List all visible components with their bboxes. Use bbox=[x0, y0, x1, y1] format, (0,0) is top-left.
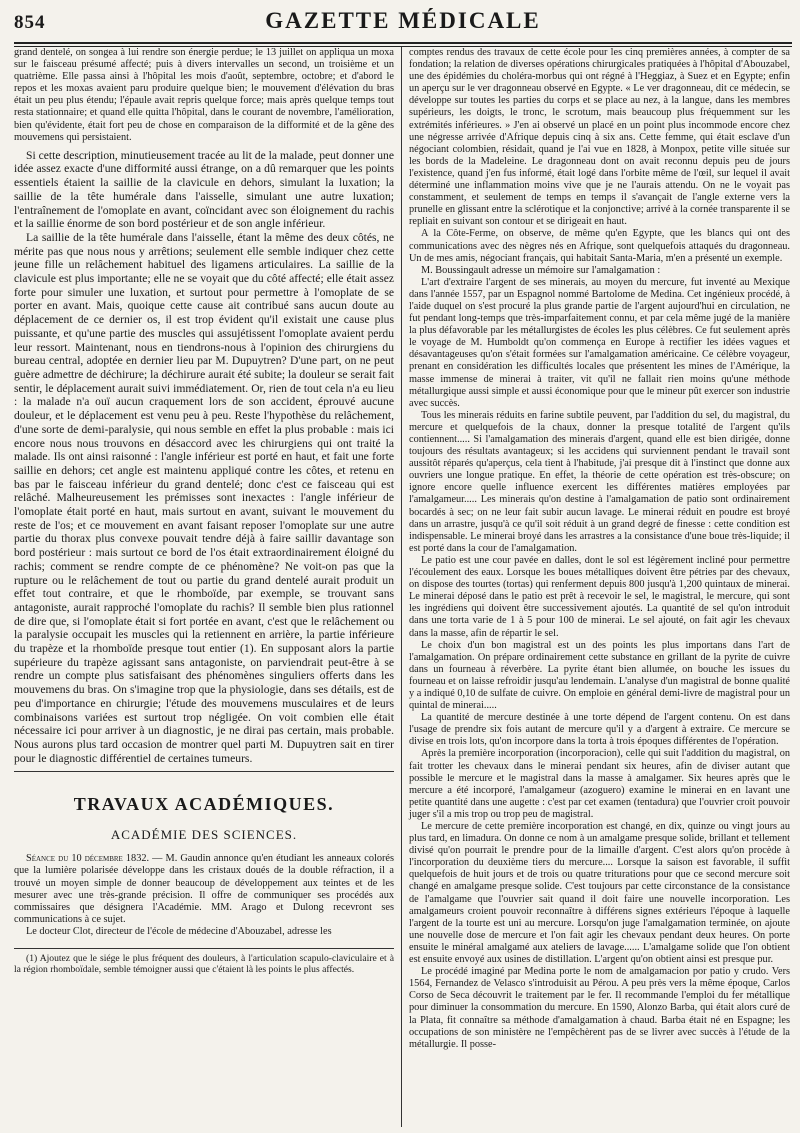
paragraph: comptes rendus des travaux de cette école pour les cinq premières années, à compter de sa fondation; la relation de diverses opérations chirurgicales pratiquées à l'hôpital d'Abouzabel, une des épidémies du choléra-morbus qui ont régné à l'Heggiaz, à Suez et en Egypte; enfin un aperçu sur le ver dragonneau observé en Egypte. « Le ver dragonneau, dit ce médecin, se développe sur toutes les parties du corps et se place au nez, à la langue, dans les membres supérieurs, les doigts, le tronc, le scrotum, mais beaucoup plus fréquemment sur les extrémités inférieures. » J'en ai observé un placé en un point plus incommode encore chez une négresse arrivée d'Afrique depuis cinq à six ans. Cette femme, qui était esclave d'un négociant colombien, résidait, quand je l'ai vue en 1828, à Monpox, petite ville située sur les bords de la Madeleine. Le dragonneau dont on avait reconnu depuis peu de jours l'existence, quand j'en fus informé, était logé dans l'orbite même de l'œil, sur lequel il avait déterminé une inflammation moins vive que je ne l'aurais attendu. On ne le voyait pas constamment, et seulement de temps en temps il s'avançait de l'angle externe vers la prunelle en glissant entre la sclérotique et la conjonctive; arrivé à la cornée transparente il se repliait en suivant son contour et se dirigeait en haut. bbox=[409, 47, 790, 228]
paragraph: Séance du 10 décembre 1832. — M. Gaudin annonce qu'en étudiant les anneaux colorés que la lumière polarisée développe dans les cristaux doués de la double réfraction, il a trouvé un moyen simple de donner beaucoup de développement aux teintes et de les mesurer avec une très-grande précision. Il offre de communiquer ses procédés aux commissaires que désignera l'Académie. MM. Arago et Dulong recevront ses communications à ce sujet. bbox=[14, 853, 395, 925]
paragraph: La saillie de la tête humérale dans l'aisselle, étant la même des deux côtés, ne mérite pas que nous nous y arrêtions; seulement elle semble indiquer chez cette jeune fille un relâchement habituel des ligamens articulaires. La saillie de la clavicule est plus importante; elle ne se voyait que du côté affecté; elle était assez forte pour simuler une luxation, et surtout pour permettre à l'omoplate de se porter en avant. Mais, quoique cette cause ait contribué sans aucun doute au déplacement de ce dernier os, il est trop évident qu'il existait une cause plus puissante, et qu'une partie des muscles qui assujétissent l'omoplate avaient perdu leur ressort. Maintenant, nous en tiendrons-nous à l'opinion des chirurgiens du bureau central, adoptée en dernier lieu par M. Dupuytren? D'une part, on ne peut guère admettre de déchirure; la déchirure aurait été subite; la douleur se serait fait sentir, le déplacement aurait suivi immédiatement. Or, rien de tout cela n'a eu lieu : la malade n'a ouï aucun craquement lors de son accident, éprouvé aucune douleur, et le déplacement est venu peu à peu. Reste l'hypothèse du relâchement, d'une sorte de demi-paralysie, qui nous semble en effet la plus probable : mais ici encore nous nous trouvons en désaccord avec les chirurgiens qui ont traité la malade. Ils ont ainsi raisonné : l'angle inférieur est porté en haut, et fait une forte saillie en dehors; cet angle est maintenu appliqué contre les côtes, et retenu en bas par le faisceau inférieur du grand dentelé; donc c'est ce faisceau qui est relâché. Malheureusement les prémisses sont inexactes : l'angle inférieur de l'omoplate était porté en haut, mais surtout en avant, suivant le mouvement du reste de l'os; et ce mouvement en avant faisant reposer l'omoplate sur une autre partie du thorax plus convexe pouvait tendre déjà à faire saillir davantage son bord postérieur : mais surtout ce bord de l'os était extraordinairement éloigné du rachis; comment se rendre compte de ce phénomène? Ne voit-on pas que la rupture ou le relâchement de tout ou partie du grand dentelé aurait produit un effet tout contraire, et que le rhomboïde, par exemple, se trouvant sans antagoniste, aurait rapproché l'omoplate du rachis? Il semble bien plus rationnel de dire que, si l'omoplate était si fort portée en avant, c'est que le relâchement ou la paralysie occupait les muscles qui la retiennent en arrière, la partie inférieure du trapèze et la rhomboïde presque tout entier (1). En supposant alors la partie supérieure du trapèze agissant sans antagoniste, on parviendrait peut-être à se rendre un compte plus satisfaisant des phénomènes singuliers offerts dans les mouvemens du bras. On s'imagine trop que la physiologie, dans ses détails, est de peu d'importance en chirurgie; l'étude des mouvemens musculaires et de leurs combinaisons variées est surtout trop négligée. On voit combien elle était nécessaire ici pour arriver à un diagnostic, je ne dirai pas certain, mais probable. Nous aurons plus tard occasion de montrer quel parti M. Dupuytren sait en tirer pour le diagnostic différentiel de certaines tumeurs. bbox=[14, 230, 394, 765]
paragraph: M. Boussingault adresse un mémoire sur l'amalgamation : bbox=[421, 264, 661, 276]
paragraph: Le choix d'un bon magistral est un des points les plus importans dans l'art de l'amalgamation. On prépare ordinairement cette substance en grillant de la pyrite de cuivre dans un fourneau à réverbère. La pyrite étant bien allumée, on bouche les issues du fourneau et on laisse refroidir jusqu'au lendemain. L'analyse d'un magistral de bonne qualité y a indiqué 0,10 de sulfate de cuivre. On emploie en général demi-livre de magistral pour un quintal de minerai..... bbox=[409, 639, 790, 712]
paragraph: Après la première incorporation (incorporacion), celle qui suit l'addition du magistral, on fait trotter les chevaux dans le minerai pendant six heures, afin de diviser autant que possible le mercure et le magistral dans la masse à amalgamer. Six heures après que le mercure a été incorporé, l'amalgameur (azoguero) examine le minerai en en lavant une petite quantité dans une augette : c'est par cet examen (tentadura) que l'ouvrier croit pouvoir juger s'il a mis trop ou trop peu de magistral. bbox=[409, 748, 790, 820]
paragraph: grand dentelé, on songea à lui rendre son énergie perdue; le 13 juillet on appliqua un moxa sur le faisceau présumé affecté; puis à divers intervalles un second, un troisième et un quatrième. Elle passa ainsi à l'hôpital les mois d'août, septembre, octobre; et d'abord le repos et les moxas avaient paru produire quelque bien; le mouvement d'élévation du bras était un peu plus étendu; l'épaule avait repris quelque force; mais après quelque temps tout resta stationnaire; et quand elle quitta l'hôpital, dans le courant de novembre, l'amélioration, bien qu'évidente, était fort peu de chose en comparaison de la difformité et de la gêne des mouvemens qui persistaient. bbox=[14, 47, 394, 143]
page-header bbox=[14, 8, 792, 44]
footnote-text: (1) Ajoutez que le siége le plus fréquent des douleurs, à l'articulation scapulo-claviculaire et à la région rhomboïdale, semble témoigner aussi que c'étaient là les points le plus affectés. bbox=[14, 953, 394, 976]
two-column-body bbox=[14, 47, 792, 1127]
running-title: GAZETTE MÉDICALE bbox=[265, 8, 541, 33]
section-title: TRAVAUX ACADÉMIQUES. bbox=[73, 794, 335, 815]
paragraph: Le docteur Clot, directeur de l'école de médecine d'Abouzabel, adresse les bbox=[26, 925, 332, 937]
paragraph: La quantité de mercure destinée à une torte dépend de l'argent contenu. On est dans l'usage de prendre six fois autant de mercure qu'il y a d'argent à extraire. Ce mercure se divise en trois lots, qu'on incorpore dans la torta à trois époques différentes de l'opération. bbox=[409, 712, 790, 748]
footnote bbox=[14, 953, 394, 975]
section-divider bbox=[14, 771, 394, 772]
session-date: Séance du 10 décembre 1832. bbox=[26, 853, 150, 865]
paragraph: Tous les minerais réduits en farine subtile peuvent, par l'addition du sel, du magistral, du mercure et quelquefois de la chaux, donner la presque totalité de l'argent qu'ils contiennent..... Si l'amalgamation des minerais d'argent, quand elle est bien dirigée, donne toujours des résultats avantageux; si les accidens qui surviennent pendant le travail sont aussitôt réparés qu'aperçus, cela tient à l'habitude, j'ai presque dit à l'instinct que donne aux ouvriers une longue pratique. En effet, la théorie de cette opération est très-obscure; on ignore encore quelle influence exercent les différentes matières employées par l'amalgameur..... Les minerais qu'on destine à l'amalgamation de patio sont ordinairement bocardés à sec; on ne leur fait subir aucun lavage. Le minerai réduit en poudre est broyé dans un arrastre, jusqu'à ce qu'il soit réduit à un grand degré de finesse : cette condition est indispensable. Le minerai broyé dans les arrastres a la consistance d'une boue très-liquide; il est porté dans la cour de l'amalgamation. bbox=[409, 409, 790, 554]
left-column bbox=[14, 47, 402, 1127]
subsection-title: ACADÉMIE DES SCIENCES. bbox=[110, 827, 298, 843]
page-number: 854 bbox=[14, 12, 46, 33]
paragraph: Si cette description, minutieusement tracée au lit de la malade, peut donner une idée assez exacte d'une difformité aussi étrange, on a dû remarquer que les points essentiels étaient la saillie de la clavicule en dehors, simulant la luxation; la saillie de la tête humérale dans l'aisselle, simulant une autre luxation; l'entraînement de l'omoplate en avant, coïncidant avec son éloignement du rachis et la saillie énorme de son bord postérieur et de son angle inférieur. bbox=[14, 148, 394, 231]
paragraph: L'art d'extraire l'argent de ses minerais, au moyen du mercure, fut inventé au Mexique dans l'année 1557, par un Espagnol nommé Bartolome de Medina. Cet ingénieux procédé, à l'aide duquel on s'est procuré la plus grande partie de l'argent aujourd'hui en circulation, ne fut pendant long-temps que très-imparfaitement connu, et par cela même jugé de la manière la plus défavorable par les métallurgistes de écoles les plus célèbres. Ce fut seulement après le voyage de M. Humboldt qu'on commença en Europe à rectifier les idées vagues et désavantageuses qu'on s'était formées sur l'amalgamation américaine. Ce célèbre voyageur, prenant en considération les difficultés locales que présentent les mines de l'Amérique, la masse immense de minerai à traiter, vit qu'il ne fallait rien moins qu'une méthode métallurgique aussi simple et aussi économique pour que le mineur pût exercer son industrie avec succès. bbox=[409, 276, 790, 409]
paragraph: Le patio est une cour pavée en dalles, dont le sol est légèrement incliné pour permettre l'écoulement des eaux. Lorsque les boues métalliques doivent être pétries par des chevaux, on dispose des tourtes (tortas) qui renferment depuis 800 jusqu'à 1,200 quintaux de minerai. Le minerai déposé dans le patio est prêt à recevoir le sel, le magistral, le mercure, qui sont les ingrédiens qui doivent être successivement ajoutés. La quantité de sel qu'on introduit dans une torta varie de 1 à 5 pour 100 de minerai. Le sel ajouté, on fait agir les chevaux dans la masse, afin de répartir le sel. bbox=[409, 554, 790, 639]
footnote-rule bbox=[14, 948, 394, 949]
paragraph: Le mercure de cette première incorporation est changé, en dix, quinze ou vingt jours au plus tard, en limadura. On donne ce nom à un amalgame presque solide, brillant et tellement divisé qu'on pourrait le prendre pour de la limaille d'argent. C'est alors qu'on procède à l'incorporation du deuxième tiers du mercure.... Lorsque la saison est favorable, il suffit quelquefois de huit jours et de trois ou quatre triturations pour que ce second mercure soit changé en amalgame presque solide. C'est toujours par cette circonstance de la consistance de l'amalgame que l'ouvrier sait quand il doit faire une nouvelle incorporation. Les amalgameurs croient pouvoir reconnaître à différens signes extérieurs l'époque à laquelle l'argent de la tourte est uni au mercure. Lorsqu'on juge l'amalgamation terminée, on ajoute une nouvelle dose de mercure et l'on fait agir les chevaux pendant deux heures. On porte ensuite le minéral amalgamé aux ateliers de lavage...... L'amalgame solide que l'on obtient est ensuite envoyé aux usines de distillation. L'argent qu'on obtient ainsi est presque pur. bbox=[409, 821, 790, 966]
right-column bbox=[402, 47, 790, 1127]
paragraph: Le procédé imaginé par Medina porte le nom de amalgamacion por patio y crudo. Vers 1564, Fernandez de Velasco s'introduisit au Pérou. A peu près vers la même époque, Carlos Corso de Seca découvrit le traitement par le fer. Il recommande l'emploi du fer métallique pour diminuer la consommation du mercure. En 1590, Alonzo Barba, qui était alors curé de la Plata, fit connaître sa méthode d'amalgamation à chaud. Barba était né en Espagne; les occupations de son ministère ne l'empêchèrent pas de se livrer avec succès à l'étude de la métallurgie. Il posse- bbox=[409, 966, 790, 1050]
paragraph: A la Côte-Ferme, on observe, de même qu'en Egypte, que les blancs qui ont des communications avec des nègres nés en Afrique, sont quelquefois attaqués du dragonneau. Un de mes amis, négociant français, qui habitait Santa-Maria, m'en a présenté un exemple. bbox=[409, 228, 790, 264]
case-discussion bbox=[14, 149, 394, 766]
